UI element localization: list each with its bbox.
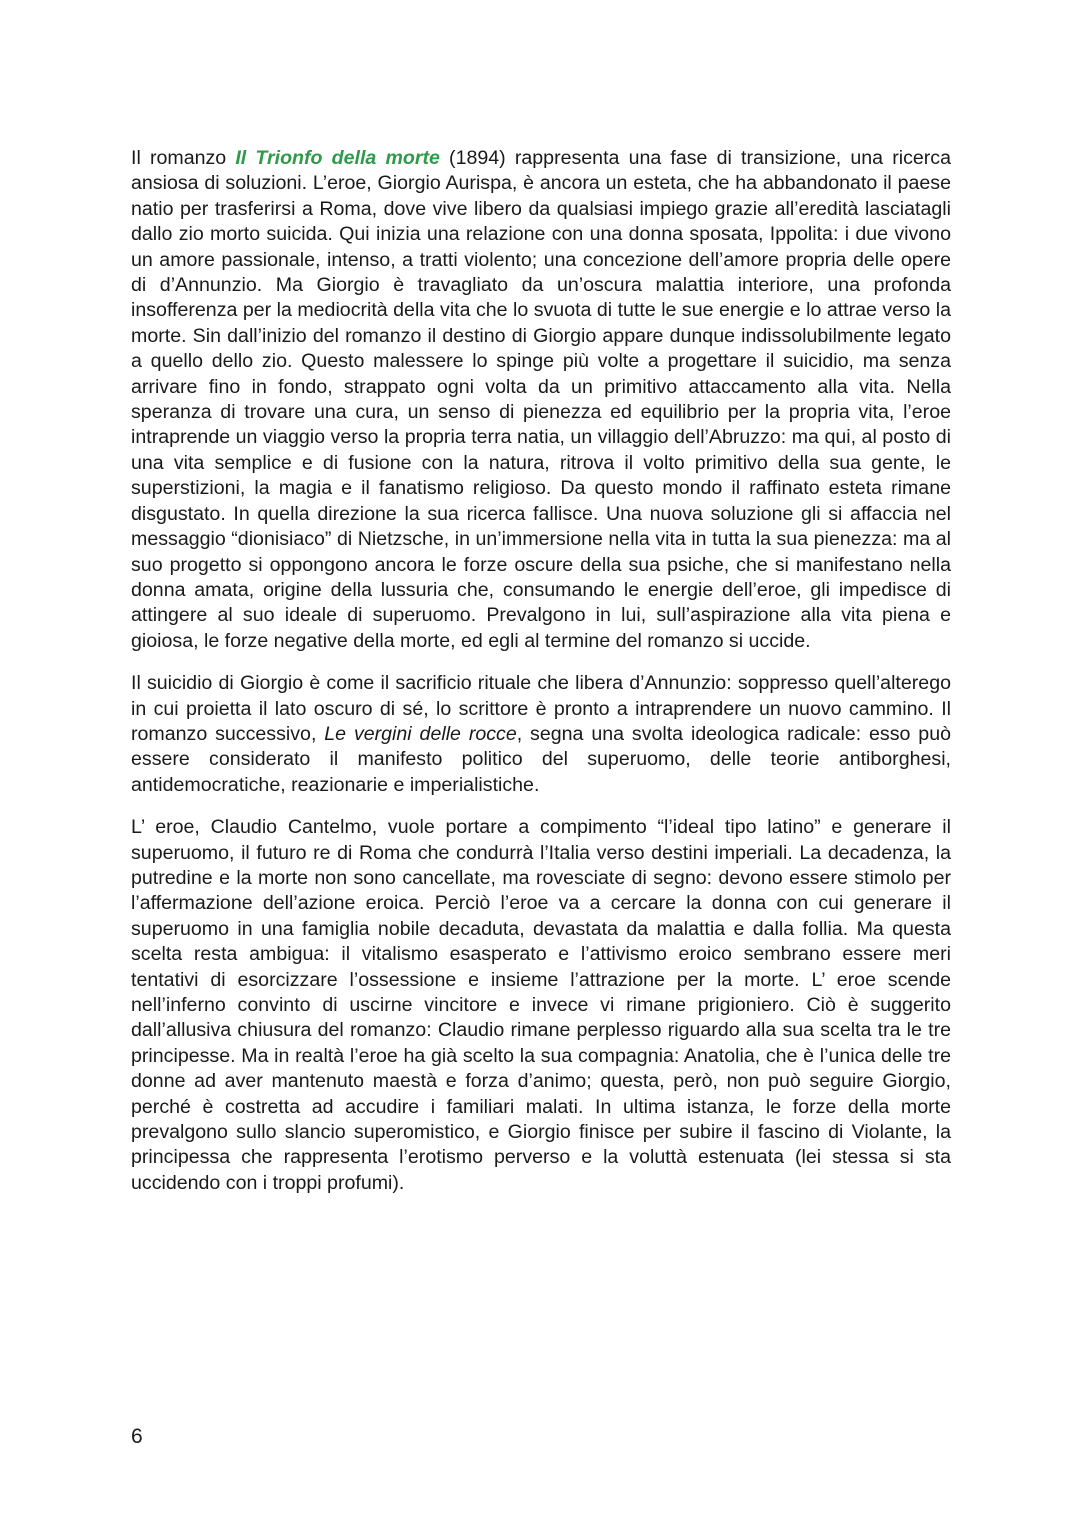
page-body — [131, 146, 951, 1213]
paragraph-text: Il suicidio di Giorgio è come il sacrificio rituale che libera d’Annunzio: soppresso quell’alterego in cui proietta il lato oscuro di sé, lo scrittore è pronto a intraprendere un nuovo cammino. Il romanzo successivo, — [131, 672, 951, 745]
page-number: 6 — [131, 1425, 143, 1448]
book-title-vergini: Le vergini delle rocce — [324, 722, 517, 745]
paragraph-text: Il romanzo — [131, 147, 236, 169]
paragraph-text: (1894) rappresenta una fase di transizione, una ricerca ansiosa di soluzioni. L’eroe, Giorgio Aurispa, è ancora un esteta, che ha abbandonato il paese natio per trasferirsi a Roma, dove vive libero da qualsiasi impiego grazie all’eredità lasciatagli dallo zio morto suicida. Qui inizia una relazione con una donna sposata, Ippolita: i due vivono un amore passionale, intenso, a tratti violento; una concezione dell’amore propria delle opere di d’Annunzio. Ma Giorgio è travagliato da un’oscura malattia interiore, una profonda insofferenza per la mediocrità della vita che lo svuota di tutte le sue energie e lo attrae verso la morte. Sin dall’inizio del romanzo il destino di Giorgio appare dunque indissolubilmente legato a quello dello zio. Questo malessere lo spinge più volte a progettare il suicidio, ma senza arrivare fino in fondo, strappato ogni volta da un primitivo attaccamento alla vita. Nella speranza di trovare una cura, un senso di pienezza ed equilibrio per la propria vita, l’eroe intraprende un viaggio verso la propria terra natia, un villaggio dell’Abruzzo: ma qui, al posto di una vita semplice e di fusione con la natura, ritrova il volto primitivo della sua gente, le superstizioni, la magia e il fanatismo religioso. Da questo mondo il raffinato esteta rimane disgustato. In quella direzione la sua ricerca fallisce. Una nuova soluzione gli si affaccia nel messaggio “dionisiaco” di Nietzsche, in un’immersione nella vita in tutta la sua pienezza: ma al suo progetto si oppongono ancora le forze oscure della sua psiche, che si manifestano nella donna amata, origine della lussuria che, consumando le energie dell’eroe, gli impedisce di attingere al suo ideale di superuomo. Prevalgono in lui, sull’aspirazione alla vita piena e gioiosa, le forze negative della morte, ed egli al termine del romanzo si uccide. — [131, 147, 952, 652]
paragraph-cantelmo: L’ eroe, Claudio Cantelmo, vuole portare a compimento “l’ideal tipo latino” e generare il superuomo, il futuro re di Roma che condurrà l’Italia verso destini imperiali. La decadenza, la putredine e la morte non sono cancellate, ma rovesciate di segno: devono essere stimolo per l’affermazione dell’azione eroica. Perciò l’eroe va a cercare la donna con cui generare il superuomo in una famiglia nobile decaduta, devastata da malattia e dalla follia. Ma questa scelta resta ambigua: il vitalismo esasperato e l’attivismo eroico sembrano essere meri tentativi di esorcizzare l’ossessione e insieme l’attrazione per la morte. L’ eroe scende nell’inferno convinto di uscirne vincitore e invece vi rimane prigioniero. Ciò è suggerito dall’allusiva chiusura del romanzo: Claudio rimane perplesso riguardo alla sua scelta tra le tre principesse. Ma in realtà l’eroe ha già scelto la sua compagnia: Anatolia, che è l’unica delle tre donne ad aver mantenuto maestà e forza d’animo; questa, però, non può seguire Giorgio, perché è costretta ad accudire i familiari malati. In ultima istanza, le forze della morte prevalgono sullo slancio superomistico, e Giorgio finisce per subire il fascino di Violante, la principessa che rappresenta l’erotismo perverso e la voluttà estenuata (lei stessa si sta uccidendo con i troppi profumi). — [131, 816, 951, 1194]
paragraph-suicidio — [131, 671, 951, 798]
paragraph-trionfo — [131, 146, 951, 654]
book-title-trionfo: Il Trionfo della morte — [235, 147, 440, 169]
paragraph-text: , segna una svolta ideologica radicale: esso può essere considerato il manifesto politico del superuomo, delle teorie antiborghesi, antidemocratiche, reazionarie e imperialistiche. — [131, 722, 951, 796]
